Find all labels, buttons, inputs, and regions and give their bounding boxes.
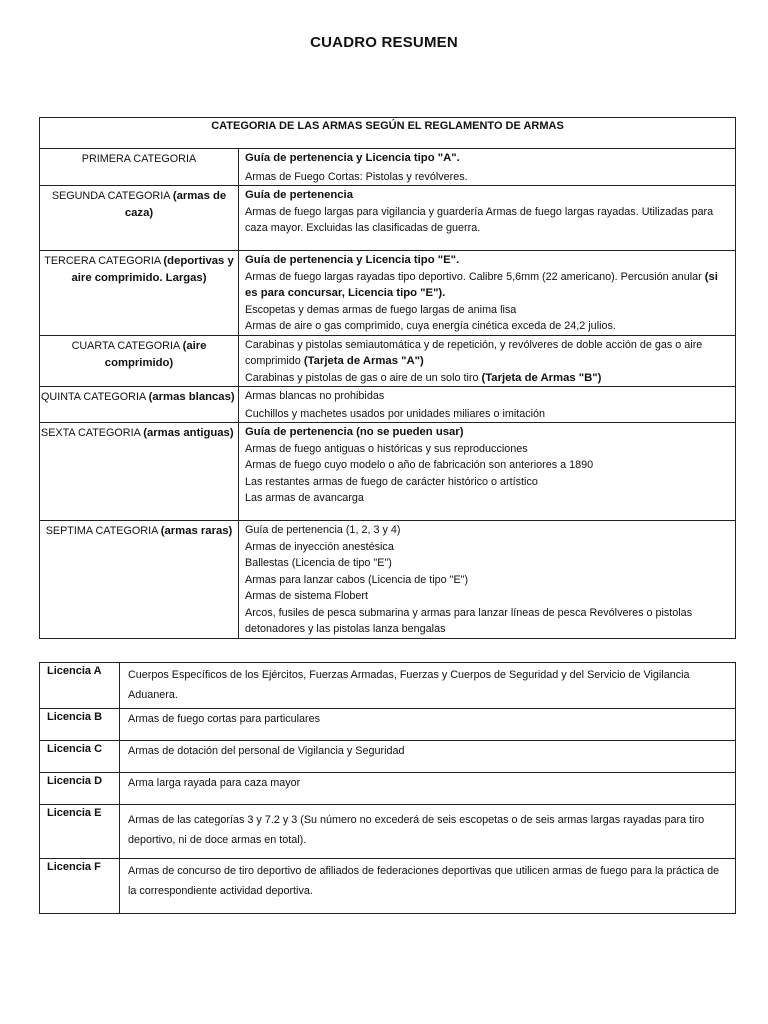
category-row <box>40 521 736 639</box>
category-line: Armas de inyección anestésica <box>245 540 394 553</box>
category-description <box>239 423 736 521</box>
category-name: CUARTA CATEGORIA (aire comprimido) <box>40 335 239 387</box>
category-line: Armas de sistema Flobert <box>245 590 369 602</box>
licenses-table <box>39 662 736 914</box>
category-line: Guía de pertenencia (no se pueden usar) <box>245 426 464 438</box>
category-row <box>40 149 736 186</box>
category-line: Armas blancas no prohibidas <box>245 390 385 402</box>
category-line: Armas de fuego largas rayadas tipo deportivo. Calibre 5,6mm (22 americano). Percusión anular (si es para concursar, Licencia tipo "E"). <box>245 270 718 299</box>
category-line: Escopetas y demas armas de fuego largas de anima lisa <box>245 303 517 316</box>
license-description: Armas de fuego cortas para particulares <box>120 709 736 741</box>
category-name: QUINTA CATEGORIA (armas blancas) <box>40 387 239 423</box>
license-label: Licencia F <box>40 859 120 914</box>
license-label: Licencia A <box>40 663 120 709</box>
category-line: Carabinas y pistolas de gas o aire de un solo tiro (Tarjeta de Armas "B") <box>245 371 602 384</box>
category-name: PRIMERA CATEGORIA <box>40 149 239 186</box>
license-description: Armas de las categorías 3 y 7.2 y 3 (Su número no excederá de seis escopetas o de seis armas largas rayadas para tiro deportivo, ni de doce armas en total). <box>120 805 736 859</box>
category-line: Guía de pertenencia y Licencia tipo "A". <box>245 152 460 164</box>
category-row <box>40 335 736 387</box>
page-title: CUADRO RESUMEN <box>310 34 458 51</box>
license-row <box>40 741 736 773</box>
category-line: Armas de aire o gas comprimido, cuya energía cinética exceda de 24,2 julios. <box>245 320 616 332</box>
license-description: Cuerpos Específicos de los Ejércitos, Fuerzas Armadas, Fuerzas y Cuerpos de Seguridad y del Servicio de Vigilancia Aduanera. <box>120 663 736 709</box>
category-line: Guía de pertenencia <box>245 189 353 201</box>
category-line: Armas de Fuego Cortas: Pistolas y revólveres. <box>245 170 468 183</box>
category-line: Cuchillos y machetes usados por unidades miliares o imitación <box>245 407 546 420</box>
category-line: Las armas de avancarga <box>245 492 364 504</box>
category-row <box>40 387 736 423</box>
license-label: Licencia E <box>40 805 120 859</box>
category-row <box>40 186 736 251</box>
license-row <box>40 773 736 805</box>
category-name: SEXTA CATEGORIA (armas antiguas) <box>40 423 239 521</box>
category-name: TERCERA CATEGORIA (deportivas y aire comprimido. Largas) <box>40 251 239 336</box>
license-label: Licencia B <box>40 709 120 741</box>
category-line: Ballestas (Licencia de tipo "E") <box>245 557 392 569</box>
category-description <box>239 186 736 251</box>
category-line: Armas para lanzar cabos (Licencia de tipo "E") <box>245 573 469 586</box>
category-line: Armas de fuego largas para vigilancia y guardería Armas de fuego largas rayadas. Utilizadas para caza mayor. Excluidas las clasificadas de guerra. <box>245 205 714 234</box>
license-row <box>40 663 736 709</box>
license-description: Armas de concurso de tiro deportivo de afiliados de federaciones deportivas que utilicen armas de fuego para la práctica de la correspondiente actividad deportiva. <box>120 859 736 914</box>
category-line: Armas de fuego antiguas o históricas y sus reproducciones <box>245 442 528 455</box>
categories-table-header: CATEGORIA DE LAS ARMAS SEGÚN EL REGLAMENTO DE ARMAS <box>40 118 736 149</box>
category-line: Guía de pertenencia (1, 2, 3 y 4) <box>245 524 401 536</box>
license-description: Armas de dotación del personal de Vigilancia y Seguridad <box>120 741 736 773</box>
category-line: Las restantes armas de fuego de carácter histórico o artístico <box>245 475 538 488</box>
category-line: Arcos, fusiles de pesca submarina y armas para lanzar líneas de pesca Revólveres o pistolas detonadores y las pistolas lanza bengalas <box>245 606 693 635</box>
license-row <box>40 859 736 914</box>
license-row <box>40 805 736 859</box>
categories-table <box>39 117 736 639</box>
category-row <box>40 251 736 336</box>
license-label: Licencia D <box>40 773 120 805</box>
category-line: Armas de fuego cuyo modelo o año de fabricación son anteriores a 1890 <box>245 459 594 471</box>
category-name: SEGUNDA CATEGORIA (armas de caza) <box>40 186 239 251</box>
category-description <box>239 149 736 186</box>
category-description <box>239 251 736 336</box>
category-line: Guía de pertenencia y Licencia tipo "E". <box>245 254 460 266</box>
license-row <box>40 709 736 741</box>
category-description <box>239 387 736 423</box>
category-row <box>40 423 736 521</box>
category-name: SEPTIMA CATEGORIA (armas raras) <box>40 521 239 639</box>
category-description <box>239 335 736 387</box>
category-line: Carabinas y pistolas semiautomática y de repetición, y revólveres de doble acción de gas o aire comprimido (Tarjeta de Armas "A") <box>245 338 703 367</box>
category-description <box>239 521 736 639</box>
license-label: Licencia C <box>40 741 120 773</box>
license-description: Arma larga rayada para caza mayor <box>120 773 736 805</box>
